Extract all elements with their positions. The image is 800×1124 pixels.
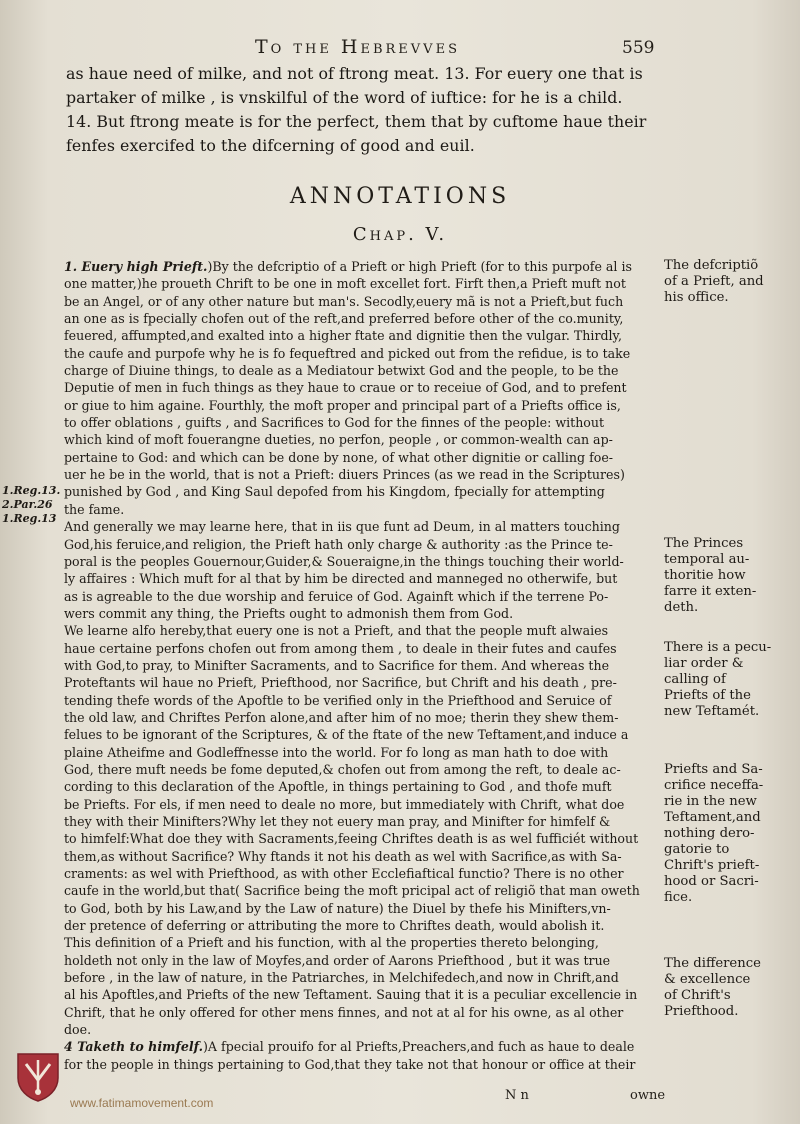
body-line: with God,to pray, to Minifter Sacraments, and to Sacrifice for them. And whereas the [64,657,610,673]
margin-note-princes: The Princes temporal au- thoritie how farre it exten- deth. [664,536,757,615]
reference: 1.Reg.13 [2,512,57,525]
annotation-body [64,258,664,1073]
scripture-references [2,484,62,526]
body-line: be an Angel, or of any other nature but man's. Secodly,euery mã is not a Prieft,but fuch [64,293,624,309]
body-line: craments: as wel with Priefthood, as with other Ecclefiaftical functio? There is no other [64,866,624,882]
body-line: charge of Diuine things, to deale as a Mediatour betwixt God and the people, to be the [64,363,619,379]
chapter-heading: Chap. V. [352,224,448,245]
body-line: punished by God , and King Saul depofed from his Kingdom, fpecially for attempting [64,484,605,500]
body-line: feuered, affumpted,and exalted into a higher ftate and dignitie then the vulgar. Thirdly, [64,328,622,344]
page-number: 559 [622,38,655,58]
body-line: before , in the law of nature, in the Patriarches, in Melchifedech,and now in Chrift,and [64,970,619,986]
body-line: ly affaires : Which muft for al that by him be directed and manneged no otherwife, but [64,571,618,587]
website-watermark[interactable]: www.fatimamovement.com [70,1096,214,1110]
margin-note-peculiar-order: There is a pecu- liar order & calling of Priefts of the new Teftamét. [664,640,772,719]
body-line: And generally we may learne here, that in iis que funt ad Deum, in al matters touching [64,519,620,535]
body-line: for the people in things pertaining to God,that they take not that honour or office at their [64,1056,636,1072]
body-line: haue certaine perfons chofen out from among them , to deale in their futes and caufes [64,640,617,656]
reference: 2.Par.26 [2,498,53,511]
annotation-lead: 4 Taketh to himfelf. [64,1039,204,1055]
verse-line: 14. But ftrong meate is for the perfect, them that by cuftome haue their [66,112,647,131]
body-line: the old law, and Chriftes Perfon alone,and after him of no moe; therin they shew them- [64,709,619,725]
page-header [0,36,800,62]
body-line: them,as without Sacrifice? Why ftands it not his death as wel with Sacrifice,as with Sa- [64,848,622,864]
margin-note-description: The defcriptiõ of a Prieft, and his office. [664,258,764,305]
body-line: der pretence of deferring or attributing the more to Chriftes death, would abolish it. [64,918,605,934]
margin-note-difference: The difference & excellence of Chrift's Priefthood. [664,956,761,1019]
body-line: al his Apoftles,and Priefts of the new Teftament. Sauing that it is a peculiar excellencie in [64,987,638,1003]
body-line: pertaine to God: and which can be done by none, of what other dignitie or calling foe- [64,449,614,465]
body-line: an one as is fpecially chofen out of the reft,and preferred before other of the co.munity, [64,311,624,327]
body-line: one matter,)he proueth Chrift to be one in moft excellet fort. Firft then,a Prieft muft not [64,276,626,292]
body-line: This definition of a Prieft and his function, with al the properties thereto belonging, [64,935,599,951]
body-line: be Priefts. For els, if men need to deale no more, but immediately with Chrift, what doe [64,796,625,812]
body-line: wers commit any thing, the Priefts ought to admonish them from God. [64,605,514,621]
annotations-heading: ANNOTATIONS [289,184,511,209]
verse-line: partaker of milke , is vnskilful of the word of iuftice: for he is a child. [66,88,623,107]
body-line: holdeth not only in the law of Moyfes,and order of Aarons Priefthood , but it was true [64,952,611,968]
body-line: to offer oblations , guifts , and Sacrifices to God for the finnes of the people: without [64,415,605,431]
body-line: 4 Taketh to himfelf.)A fpecial prouifo for al Priefts,Preachers,and fuch as haue to deale [64,1039,635,1055]
body-line: 1. Euery high Prieft.)By the defcriptio of a Prieft or high Prieft (for to this purpofe al is [64,259,632,274]
annotation-lead: 1. Euery high Prieft. [64,259,208,274]
body-line: uer he be in the world, that is not a Prieft: diuers Princes (as we read in the Scriptures) [64,467,625,483]
body-line: or giue to him againe. Fourthly, the moft proper and principal part of a Priefts office is, [64,397,621,413]
body-line: the caufe and purpofe why he is fo fequeftred and picked out from the refidue, is to take [64,345,631,361]
verse-line: as haue need of milke, and not of ftrong meat. 13. For euery one that is [66,64,643,83]
running-title: To the Hebrevves [255,36,460,58]
body-line: We learne alfo hereby,that euery one is not a Prieft, and that the people muft alwaies [64,623,609,639]
body-line: Deputie of men in fuch things as they haue to craue or to receiue of God, and to prefent [64,380,627,396]
body-line: Chrift, that he only offered for other mens finnes, and not at al for his owne, as al other [64,1004,624,1020]
body-line: poral is the peoples Gouernour,Guider,& Soueraigne,in the things touching their world- [64,553,624,569]
body-line: God, there muft needs be fome deputed,& chofen out from among the reft, to deale ac- [64,761,621,777]
body-line: they with their Minifters?Why let they not euery man pray, and Minifter for himfelf & [64,814,611,829]
scripture-verses [66,62,666,158]
signature-mark: N n [505,1088,529,1103]
body-line: Proteftants wil haue no Prieft, Priefthood, nor Sacrifice, but Chrift and his death , pre- [64,675,617,691]
margin-note-priests-sacrifice: Priefts and Sa- crifice neceffa- rie in the new Teftament,and nothing dero- gatorie to Chrift's prieft- hood or Sacri- fice. [664,762,764,905]
reference: 1.Reg.13. [2,484,61,497]
catchword: owne [630,1088,666,1103]
body-line: tending thefe words of the Apoftle to be verified only in the Priefthood and Seruice of [64,692,612,708]
body-line: cording to this declaration of the Apoftle, in things pertaining to God , and thofe muft [64,779,612,795]
body-line: God,his feruice,and religion, the Prieft hath only charge & authority :as the Prince te- [64,536,613,552]
crest-logo-icon [14,1050,62,1102]
body-line: doe. [64,1022,92,1038]
body-line: the fame. [64,501,125,517]
verse-line: fenfes exercifed to the difcerning of good and euil. [66,136,475,155]
body-line: felues to be ignorant of the Scriptures, & of the ftate of the new Teftament,and induce a [64,727,629,743]
body-line: plaine Atheifme and Godleffnesse into the world. For fo long as man hath to doe with [64,744,609,760]
body-line: which kind of moft fouerangne dueties, no perfon, people , or common-wealth can ap- [64,432,613,448]
body-line: to himfelf:What doe they with Sacraments,feeing Chriftes death is as wel fufficiét without [64,831,639,847]
body-line: as is agreable to the due worship and feruice of God. Againft which if the terrene Po- [64,588,609,604]
body-line: to God, both by his Law,and by the Law of nature) the Diuel by thefe his Minifters,vn- [64,900,611,916]
body-line: caufe in the world,but that( Sacrifice being the moft pricipal act of religiõ that man oweth [64,883,640,899]
